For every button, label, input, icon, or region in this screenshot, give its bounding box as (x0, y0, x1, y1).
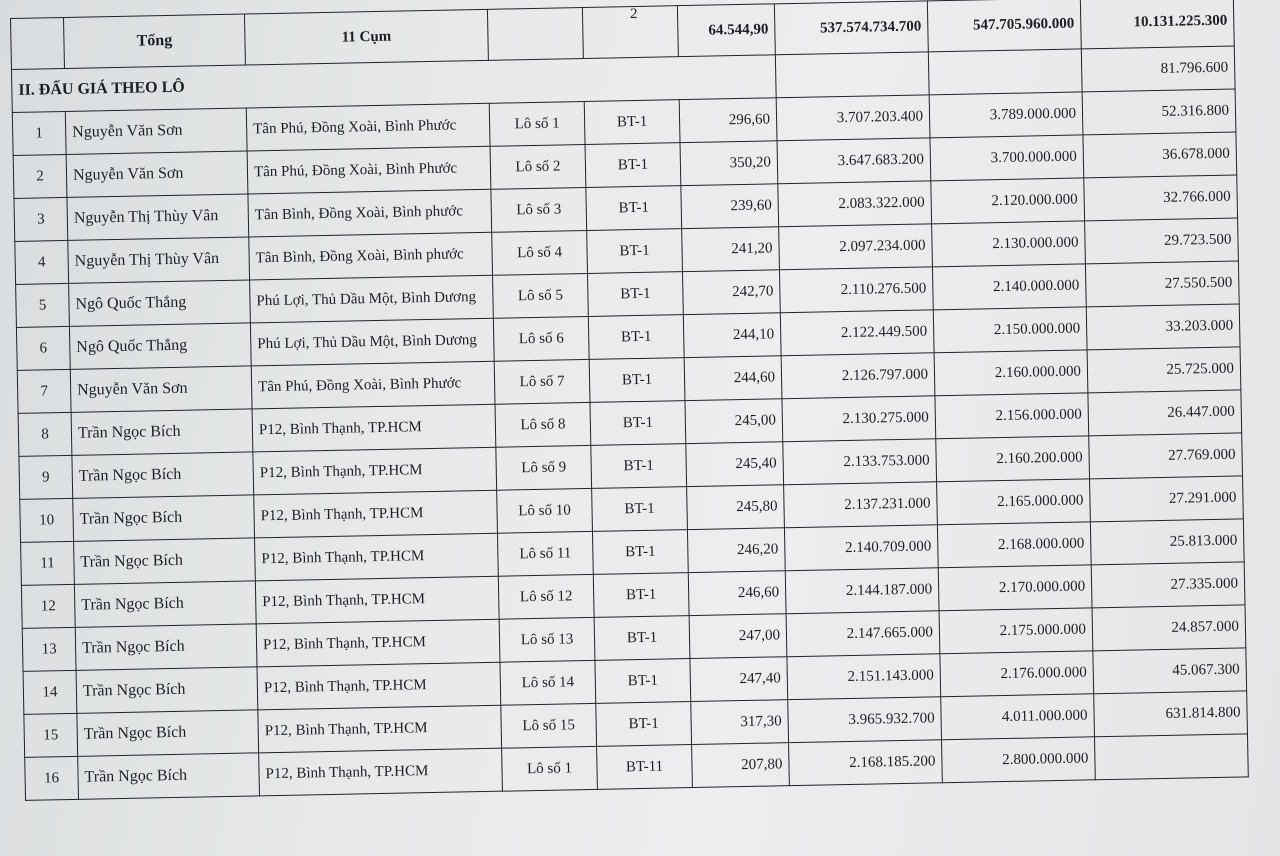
row-lot: Lô số 10 (497, 488, 593, 533)
row-stt: 2 (13, 154, 67, 198)
row-address: Tân Bình, Đồng Xoài, Bình phước (248, 189, 492, 237)
row-starting-price: 2.168.185.200 (789, 740, 943, 786)
row-stt: 8 (18, 412, 72, 456)
total-code-cell (582, 6, 678, 59)
row-stt: 16 (25, 756, 79, 800)
page-number: 2 (630, 6, 638, 22)
row-code: BT-1 (585, 143, 681, 188)
row-lot: Lô số 3 (491, 187, 587, 232)
row-area: 241,20 (682, 227, 780, 272)
row-address: P12, Bình Thạnh, TP.HCM (253, 447, 497, 495)
row-winning-price: 2.170.000.000 (938, 565, 1092, 611)
row-area: 350,20 (680, 141, 778, 186)
row-code: BT-1 (594, 616, 690, 661)
total-starting-price: 537.574.734.700 (774, 1, 928, 55)
row-area: 247,40 (690, 657, 788, 702)
row-difference: 24.857.000 (1092, 605, 1246, 651)
row-code: BT-1 (592, 487, 688, 532)
row-stt: 14 (23, 670, 77, 714)
row-stt: 15 (24, 713, 78, 757)
row-winning-price: 2.130.000.000 (932, 221, 1086, 267)
row-code: BT-11 (597, 745, 693, 790)
row-lot: Lô số 13 (499, 617, 595, 662)
row-starting-price: 2.126.797.000 (781, 353, 935, 399)
row-address: Phú Lợi, Thủ Dầu Một, Bình Dương (250, 318, 494, 366)
row-area: 245,80 (687, 485, 785, 530)
total-cluster: 11 Cụm (244, 9, 488, 65)
row-name: Trần Ngọc Bích (71, 409, 253, 455)
total-stt-cell (11, 17, 65, 69)
total-label: Tổng (63, 14, 245, 68)
section-difference: 81.796.600 (1081, 46, 1235, 92)
row-name: Trần Ngọc Bích (75, 624, 257, 670)
row-stt: 13 (22, 627, 76, 671)
row-difference: 27.335.000 (1091, 562, 1245, 608)
row-area: 246,60 (688, 571, 786, 616)
row-code: BT-1 (588, 272, 684, 317)
row-difference: 36.678.000 (1083, 132, 1237, 178)
row-area: 245,40 (686, 442, 784, 487)
row-winning-price: 2.160.200.000 (936, 436, 1090, 482)
row-area: 317,30 (691, 700, 789, 745)
row-starting-price: 3.707.203.400 (776, 95, 930, 141)
row-stt: 1 (12, 111, 66, 155)
auction-results-table (10, 0, 1249, 801)
row-difference: 25.725.000 (1087, 347, 1241, 393)
total-area: 64.544,90 (677, 4, 775, 57)
row-stt: 3 (14, 197, 68, 241)
row-code: BT-1 (595, 659, 691, 704)
row-winning-price: 4.011.000.000 (941, 694, 1095, 740)
row-difference: 27.291.000 (1090, 476, 1244, 522)
row-lot: Lô số 8 (495, 402, 591, 447)
row-code: BT-1 (588, 315, 684, 360)
row-name: Trần Ngọc Bích (76, 667, 258, 713)
row-stt: 11 (21, 541, 75, 585)
row-address: Phú Lợi, Thủ Dầu Một, Bình Dương (250, 275, 494, 323)
row-address: Tân Phú, Đồng Xoài, Bình Phước (246, 103, 490, 151)
row-name: Trần Ngọc Bích (77, 710, 259, 756)
row-area: 296,60 (679, 98, 777, 143)
row-starting-price: 2.133.753.000 (783, 439, 937, 485)
row-winning-price: 2.168.000.000 (937, 522, 1091, 568)
row-address: P12, Bình Thạnh, TP.HCM (254, 490, 498, 538)
row-lot: Lô số 7 (494, 359, 590, 404)
row-lot: Lô số 6 (493, 316, 589, 361)
row-name: Nguyễn Văn Sơn (70, 366, 252, 412)
row-winning-price: 2.176.000.000 (940, 651, 1094, 697)
row-winning-price: 2.150.000.000 (933, 307, 1087, 353)
row-lot: Lô số 15 (501, 703, 597, 748)
section-empty-cell (775, 52, 929, 98)
row-code: BT-1 (593, 573, 689, 618)
row-winning-price: 2.140.000.000 (932, 264, 1086, 310)
row-difference (1094, 734, 1248, 780)
row-name: Nguyễn Thị Thùy Vân (67, 194, 249, 240)
row-area: 244,60 (684, 356, 782, 401)
row-winning-price: 2.165.000.000 (937, 479, 1091, 525)
row-starting-price: 2.137.231.000 (784, 482, 938, 528)
row-difference: 27.550.500 (1085, 261, 1239, 307)
row-difference: 631.814.800 (1094, 691, 1248, 737)
row-address: P12, Bình Thạnh, TP.HCM (256, 619, 500, 667)
row-address: P12, Bình Thạnh, TP.HCM (258, 705, 502, 753)
row-stt: 12 (21, 584, 75, 628)
row-address: P12, Bình Thạnh, TP.HCM (259, 748, 503, 796)
row-winning-price: 2.175.000.000 (939, 608, 1093, 654)
row-starting-price: 2.122.449.500 (780, 310, 934, 356)
row-starting-price: 2.140.709.000 (784, 525, 938, 571)
row-name: Ngô Quốc Thắng (69, 280, 251, 326)
row-area: 242,70 (682, 270, 780, 315)
row-area: 239,60 (681, 184, 779, 229)
row-name: Trần Ngọc Bích (74, 538, 256, 584)
row-winning-price: 2.800.000.000 (942, 737, 1096, 783)
row-lot: Lô số 9 (496, 445, 592, 490)
row-difference: 52.316.800 (1082, 89, 1236, 135)
row-difference: 32.766.000 (1084, 175, 1238, 221)
row-code: BT-1 (584, 100, 680, 145)
row-address: P12, Bình Thạnh, TP.HCM (252, 404, 496, 452)
row-difference: 25.813.000 (1090, 519, 1244, 565)
row-difference: 26.447.000 (1088, 390, 1242, 436)
total-lot-cell (487, 8, 583, 61)
row-stt: 7 (17, 369, 71, 413)
row-area: 247,00 (689, 614, 787, 659)
row-address: P12, Bình Thạnh, TP.HCM (255, 533, 499, 581)
row-address: Tân Phú, Đồng Xoài, Bình Phước (247, 146, 491, 194)
row-winning-price: 3.700.000.000 (930, 135, 1084, 181)
row-code: BT-1 (586, 186, 682, 231)
row-name: Trần Ngọc Bích (74, 581, 256, 627)
row-name: Nguyễn Văn Sơn (66, 151, 248, 197)
row-address: P12, Bình Thạnh, TP.HCM (257, 662, 501, 710)
row-area: 244,10 (683, 313, 781, 358)
total-winning-price: 547.705.960.000 (927, 0, 1081, 52)
row-starting-price: 2.110.276.500 (779, 267, 933, 313)
row-winning-price: 2.160.000.000 (934, 350, 1088, 396)
row-difference: 33.203.000 (1086, 304, 1240, 350)
row-lot: Lô số 11 (497, 531, 593, 576)
row-code: BT-1 (596, 702, 692, 747)
total-difference: 10.131.225.300 (1080, 0, 1234, 49)
row-lot: Lô số 12 (498, 574, 594, 619)
row-code: BT-1 (589, 358, 685, 403)
row-lot: Lô số 14 (500, 660, 596, 705)
row-difference: 27.769.000 (1089, 433, 1243, 479)
row-lot: Lô số 1 (489, 101, 585, 146)
row-starting-price: 2.083.322.000 (778, 181, 932, 227)
section-title: II. ĐẤU GIÁ THEO LÔ (11, 55, 776, 113)
row-starting-price: 3.965.932.700 (788, 697, 942, 743)
row-winning-price: 3.789.000.000 (929, 92, 1083, 138)
row-winning-price: 2.156.000.000 (935, 393, 1089, 439)
row-code: BT-1 (587, 229, 683, 274)
row-name: Nguyễn Văn Sơn (65, 108, 247, 154)
row-lot: Lô số 5 (493, 273, 589, 318)
row-area: 246,20 (687, 528, 785, 573)
row-code: BT-1 (591, 444, 687, 489)
row-starting-price: 2.130.275.000 (782, 396, 936, 442)
row-stt: 10 (20, 498, 74, 542)
row-area: 245,00 (685, 399, 783, 444)
row-address: P12, Bình Thạnh, TP.HCM (255, 576, 499, 624)
row-stt: 5 (16, 283, 70, 327)
row-name: Trần Ngọc Bích (78, 753, 260, 799)
row-lot: Lô số 2 (490, 144, 586, 189)
row-stt: 6 (16, 326, 70, 370)
row-area: 207,80 (692, 743, 790, 788)
row-lot: Lô số 1 (502, 746, 598, 791)
row-lot: Lô số 4 (492, 230, 588, 275)
row-code: BT-1 (592, 530, 688, 575)
row-starting-price: 2.151.143.000 (787, 654, 941, 700)
row-starting-price: 2.147.665.000 (786, 611, 940, 657)
row-stt: 4 (15, 240, 69, 284)
row-code: BT-1 (590, 401, 686, 446)
row-name: Trần Ngọc Bích (72, 452, 254, 498)
row-starting-price: 2.144.187.000 (785, 568, 939, 614)
row-difference: 45.067.300 (1093, 648, 1247, 694)
row-difference: 29.723.500 (1085, 218, 1239, 264)
row-name: Ngô Quốc Thắng (69, 323, 251, 369)
row-winning-price: 2.120.000.000 (931, 178, 1085, 224)
row-name: Trần Ngọc Bích (73, 495, 255, 541)
row-address: Tân Bình, Đồng Xoài, Bình phước (249, 232, 493, 280)
row-starting-price: 2.097.234.000 (779, 224, 933, 270)
section-empty-cell (928, 49, 1082, 95)
row-starting-price: 3.647.683.200 (777, 138, 931, 184)
row-address: Tân Phú, Đồng Xoài, Bình Phước (251, 361, 495, 409)
auction-results-table-sheet (10, 0, 1249, 801)
row-stt: 9 (19, 455, 73, 499)
row-name: Nguyễn Thị Thùy Vân (68, 237, 250, 283)
